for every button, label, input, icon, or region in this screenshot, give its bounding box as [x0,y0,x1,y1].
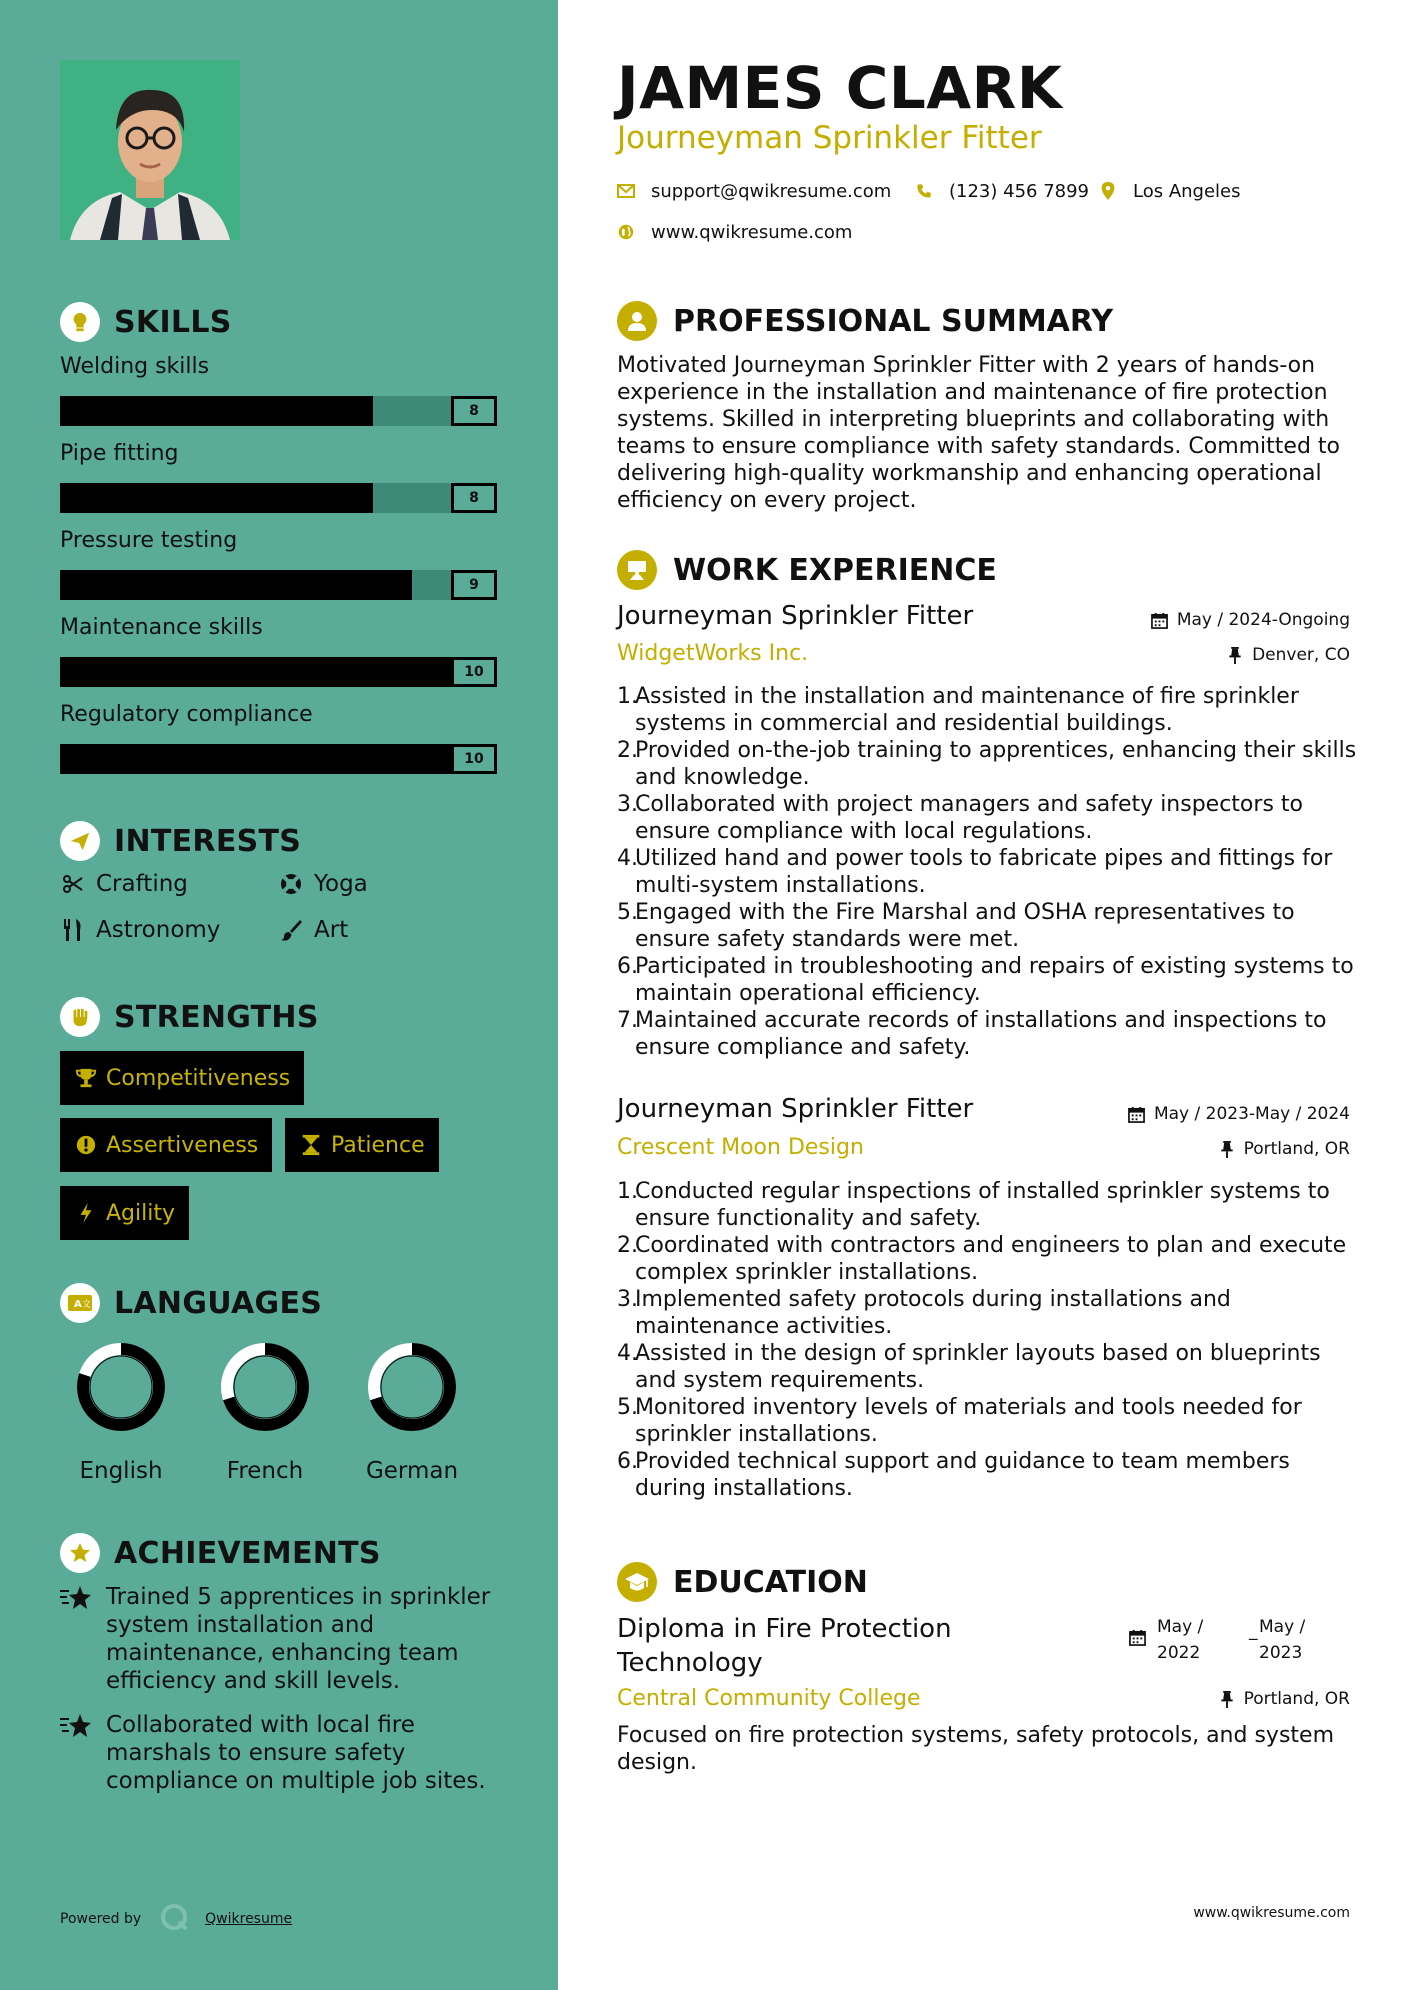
education-heading-text: EDUCATION [673,1564,868,1600]
duty-item [617,1394,1367,1448]
summary-text: Motivated Journeyman Sprinkler Fitter with 2 years of hands-on experience in the installation and maintenance of fire protection systems. Skilled in interpreting blueprints and collaborating with teams to ensure compliance with safety standards. Committed to delivering high-quality workmanship and enhancing operational efficiency on every project. [617,353,1340,513]
language-ring [218,1340,312,1434]
education-degree [617,1612,952,1680]
skills-heading [60,302,232,342]
star-icon [60,1583,94,1695]
achievement-text: Trained 5 apprentices in sprinkler system installation and maintenance, enhancing team efficiency and skill levels. [106,1584,491,1694]
skill-level: 8 [451,483,497,513]
duty-item [617,1007,1367,1061]
phone-text: (123) 456 7899 [949,180,1090,202]
skill-name: Welding skills [60,354,210,379]
fist-icon [60,997,100,1037]
job-company: Crescent Moon Design [617,1135,864,1160]
skill-item [60,611,497,687]
duty-text: Maintained accurate records of installations and inspections to ensure compliance and safety. [635,1008,1327,1060]
interests-heading [60,821,301,861]
skill-bar-track [60,657,497,687]
job-location [1226,645,1350,665]
strength-label: Patience [331,1132,425,1158]
globe-icon [617,223,635,241]
language-item [66,1340,176,1484]
start-year: 2022 [1157,1643,1201,1663]
job-title: Journeyman Sprinkler Fitter [617,601,974,631]
strengths-heading [60,997,319,1037]
cutlery-icon [60,917,86,943]
paper-plane-icon [60,821,100,861]
duty-item [617,1232,1367,1286]
skill-item [60,437,497,513]
skill-name: Pressure testing [60,528,238,553]
duty-number: 5. [617,1395,638,1420]
language-item [357,1340,467,1484]
duty-text: Provided on-the-job training to apprentices, enhancing their skills and knowledge. [635,738,1357,790]
interest-crafting [60,868,188,900]
education-dates [1129,1617,1350,1669]
education-school: Central Community College [617,1686,921,1711]
duty-text: Conducted regular inspections of installed sprinkler systems to ensure functionality and safety. [635,1179,1330,1231]
skill-item [60,350,497,426]
candidate-title: Journeyman Sprinkler Fitter [617,120,1042,156]
duty-number: 1. [617,684,638,709]
duty-item [617,1448,1367,1502]
pushpin-icon [1218,1690,1236,1708]
email-text: support@qwikresume.com [651,180,892,202]
skill-bar-track [60,744,497,774]
interest-astronomy [60,914,220,946]
powered-by [60,1902,292,1936]
duty-text: Collaborated with project managers and safety inspectors to ensure compliance with local regulations. [635,792,1303,844]
start-month: May / [1157,1617,1204,1637]
calendar-icon [1128,1105,1146,1123]
skill-bar-fill [60,744,451,774]
duty-number: 6. [617,1449,638,1474]
svg-text:文: 文 [82,1300,92,1310]
duty-text: Provided technical support and guidance to team members during installations. [635,1449,1290,1501]
achievement-item [60,1711,500,1795]
interest-label: Art [314,917,349,943]
job-duties [617,1178,1367,1502]
job-location [1218,1139,1350,1159]
map-pin-icon [1099,182,1117,200]
job-location-text: Portland, OR [1243,1139,1350,1159]
calendar-icon [1129,1629,1146,1651]
strength-chip [285,1118,439,1172]
duty-item [617,683,1367,737]
skill-level: 10 [451,744,497,774]
strength-chip [60,1118,272,1172]
language-ring-inner [234,1356,296,1418]
strength-chip [60,1186,189,1240]
candidate-name: JAMES CLARK [617,54,1063,122]
duty-number: 4. [617,1341,638,1366]
skill-bar-track [60,396,497,426]
profile-photo [60,60,240,240]
language-name: English [79,1458,163,1484]
skill-name: Maintenance skills [60,615,263,640]
lifebuoy-icon [278,871,304,897]
duty-text: Assisted in the installation and maintenance of fire sprinkler systems in commercial and residential buildings. [635,684,1299,736]
duty-number: 3. [617,1287,638,1312]
duty-text: Participated in troubleshooting and repairs of existing systems to maintain operational efficiency. [635,954,1354,1006]
envelope-icon [617,182,635,200]
duty-number: 2. [617,1233,638,1258]
degree-line: Diploma in Fire Protection [617,1614,952,1644]
end-year: 2023 [1259,1643,1303,1663]
qwikresume-logo-icon [159,1902,189,1936]
education-location-text: Portland, OR [1243,1689,1350,1709]
skill-bar-fill [60,483,373,513]
lightbulb-icon [60,302,100,342]
powered-by-text: Powered by [60,1911,142,1927]
duty-number: 2. [617,738,638,763]
achievement-item [60,1583,500,1695]
duty-text: Engaged with the Fire Marshal and OSHA representatives to ensure safety standards were met. [635,900,1295,952]
star-badge-icon [60,1533,100,1573]
duty-text: Monitored inventory levels of materials and tools needed for sprinkler installations. [635,1395,1302,1447]
skill-bar-fill [60,396,373,426]
duty-item [617,953,1367,1007]
skills-heading-text: SKILLS [114,304,232,340]
experience-heading [617,550,997,590]
interest-art [278,914,348,946]
strength-label: Assertiveness [106,1132,259,1158]
language-name: German [365,1458,459,1484]
languages-heading-text: LANGUAGES [114,1285,323,1321]
skill-bar-fill [60,570,412,600]
duty-number: 3. [617,792,638,817]
job-dates [1151,610,1350,630]
interests-heading-text: INTERESTS [114,823,302,859]
interest-label: Astronomy [96,917,221,943]
education-description: Focused on fire protection systems, safety protocols, and system design. [617,1723,1334,1775]
duty-number: 6. [617,954,638,979]
bolt-icon [74,1201,98,1225]
duty-number: 4. [617,846,638,871]
strength-label: Agility [106,1200,175,1226]
duty-item [617,791,1367,845]
job-company: WidgetWorks Inc. [617,641,809,666]
job-duties [617,683,1367,1061]
calendar-icon [1151,611,1169,629]
language-name: French [226,1458,304,1484]
skill-name: Regulatory compliance [60,702,313,727]
strengths-heading-text: STRENGTHS [114,999,319,1035]
experience-heading-text: WORK EXPERIENCE [673,552,997,588]
language-icon [60,1283,100,1323]
job-dates [1128,1104,1350,1124]
skill-bar-track [60,570,497,600]
duty-item [617,737,1367,791]
skill-level: 9 [451,570,497,600]
duty-number: 1. [617,1179,638,1204]
duty-number: 7. [617,1008,638,1033]
education-heading [617,1562,868,1602]
skill-item [60,524,497,600]
duty-item [617,899,1367,953]
pushpin-icon [1226,646,1244,664]
main-column [558,0,1407,1990]
trophy-icon [74,1066,98,1090]
contact-phone[interactable] [915,178,1089,204]
website-text: www.qwikresume.com [651,221,853,243]
job-dates-text: May / 2023-May / 2024 [1153,1104,1350,1124]
contact-website[interactable] [617,219,852,245]
location-text: Los Angeles [1133,180,1241,202]
duty-text: Utilized hand and power tools to fabricate pipes and fittings for multi-system installations. [635,846,1333,898]
language-ring [365,1340,459,1434]
end-month: May / [1259,1617,1306,1637]
languages-heading [60,1283,322,1323]
contact-location [1099,178,1241,204]
language-item [210,1340,320,1484]
duty-number: 5. [617,900,638,925]
interest-yoga [278,868,368,900]
duty-item [617,1178,1367,1232]
star-icon [60,1711,94,1795]
skill-level: 10 [451,657,497,687]
hourglass-icon [299,1133,323,1157]
presenter-icon [617,550,657,590]
education-location [1218,1689,1350,1709]
date-separator: _ [1249,1621,1258,1641]
graduation-icon [617,1562,657,1602]
duty-text: Implemented safety protocols during installations and maintenance activities. [635,1287,1231,1339]
brush-icon [278,917,304,943]
achievements-heading-text: ACHIEVEMENTS [114,1535,381,1571]
phone-icon [915,182,933,200]
duty-item [617,845,1367,899]
language-ring-inner [381,1356,443,1418]
scissors-icon [60,871,86,897]
contact-email[interactable] [617,178,891,204]
language-ring [74,1340,168,1434]
duty-text: Coordinated with contractors and engineers to plan and execute complex sprinkler installations. [635,1233,1347,1285]
strength-label: Competitiveness [106,1065,291,1091]
duty-item [617,1286,1367,1340]
skill-item [60,698,497,774]
job-title: Journeyman Sprinkler Fitter [617,1094,974,1124]
skill-name: Pipe fitting [60,441,179,466]
degree-line: Technology [617,1648,763,1678]
duty-item [617,1340,1367,1394]
achievement-text: Collaborated with local fire marshals to ensure safety compliance on multiple job sites. [106,1712,486,1794]
summary-heading-text: PROFESSIONAL SUMMARY [673,303,1114,339]
skill-level: 8 [451,396,497,426]
footer-website-link[interactable]: www.qwikresume.com [1193,1905,1350,1921]
summary-heading [617,301,1113,341]
qwikresume-link[interactable]: Qwikresume [205,1911,293,1927]
strength-chip [60,1051,304,1105]
job-dates-text: May / 2024-Ongoing [1176,610,1350,630]
pushpin-icon [1218,1140,1236,1158]
sidebar [0,0,558,1990]
exclamation-icon [74,1133,98,1157]
skill-bar-fill [60,657,451,687]
achievements-heading [60,1533,381,1573]
job-location-text: Denver, CO [1252,645,1350,665]
user-icon [617,301,657,341]
duty-text: Assisted in the design of sprinkler layouts based on blueprints and system requirements. [635,1341,1321,1393]
interest-label: Yoga [314,871,368,897]
svg-text:A: A [74,1299,82,1310]
skill-bar-track [60,483,497,513]
language-ring-inner [90,1356,152,1418]
interest-label: Crafting [96,871,188,897]
